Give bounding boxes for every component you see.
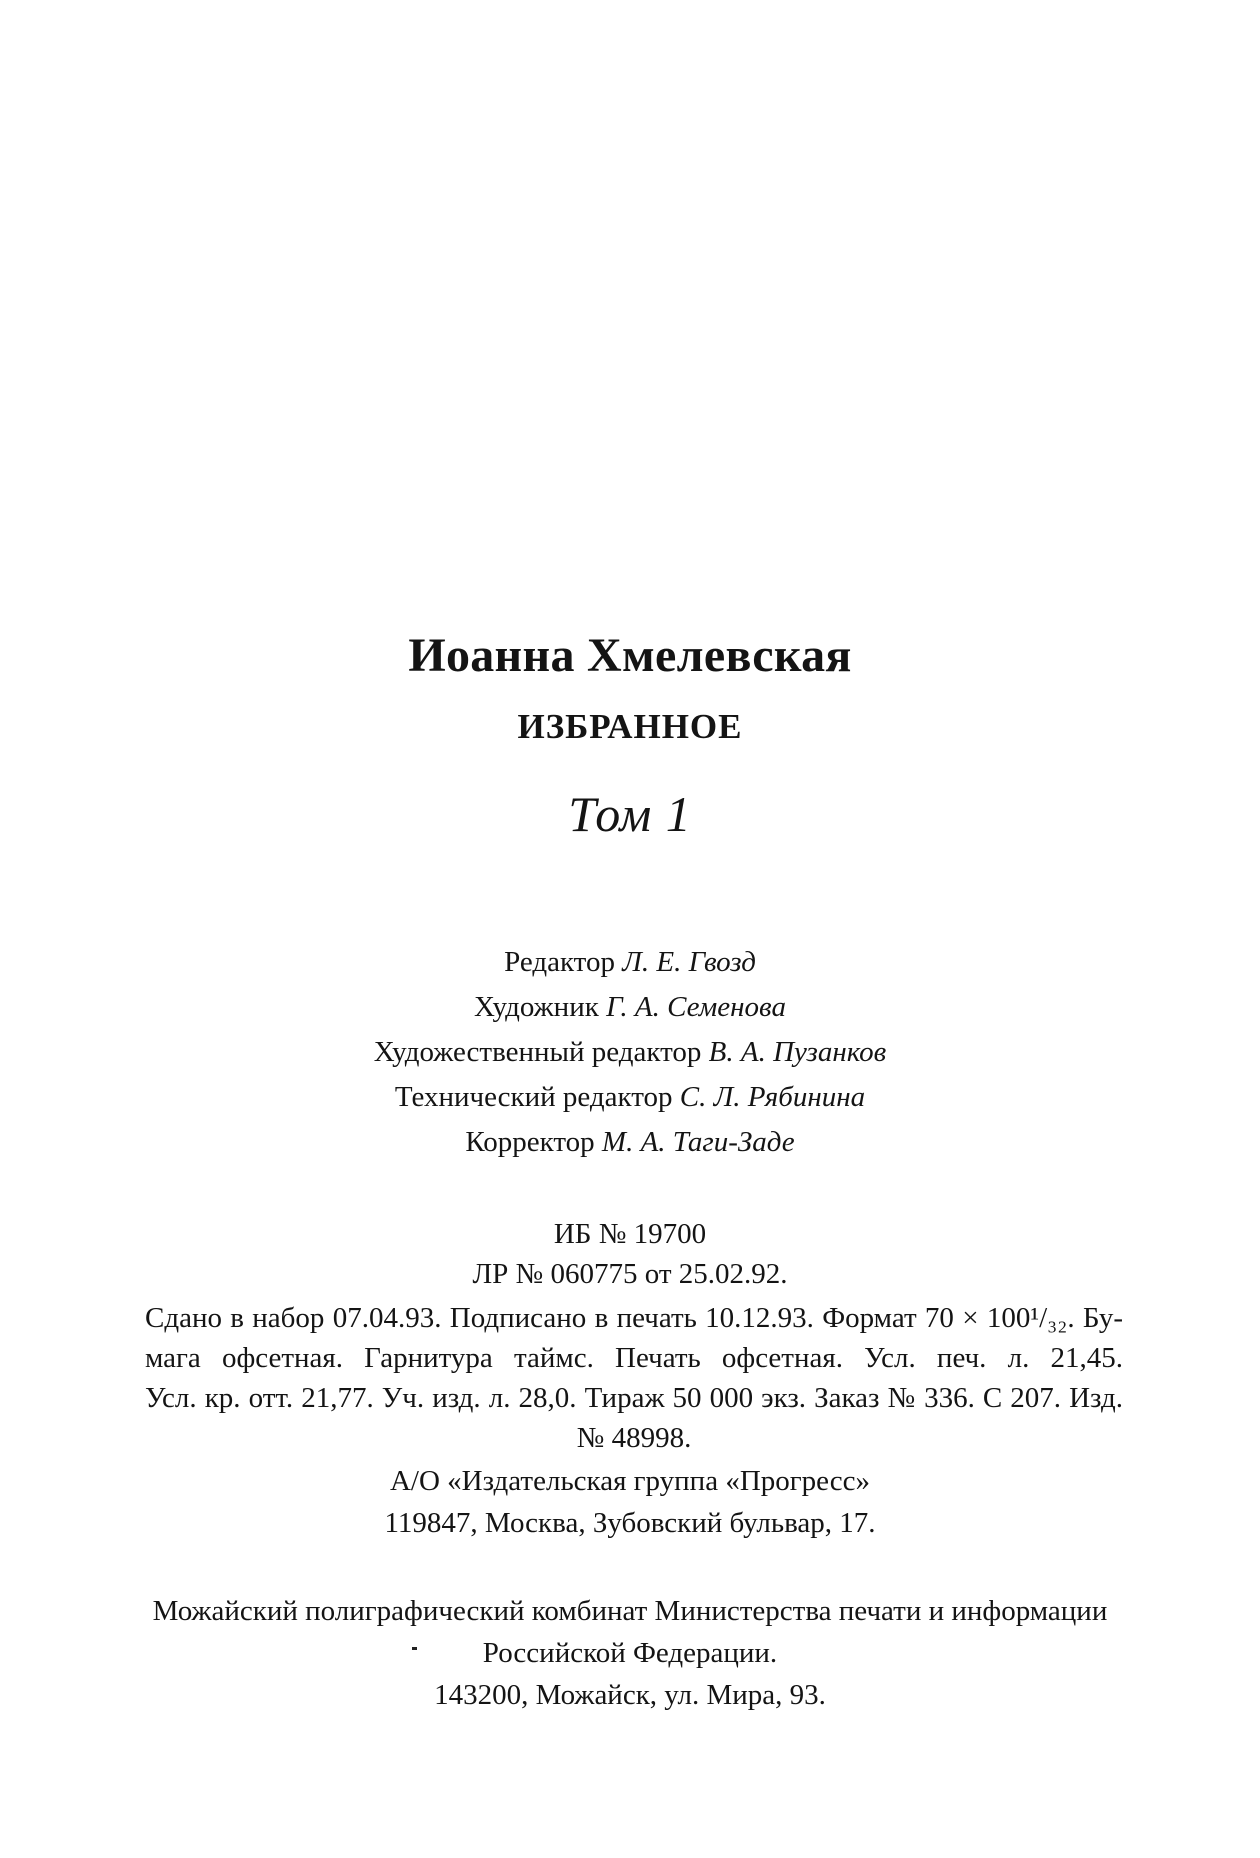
specs-line-4: № 48998. <box>576 1422 692 1454</box>
printer-block <box>0 1590 1260 1716</box>
publisher-address: 119847, Москва, Зубовский бульвар, 17. <box>384 1507 876 1539</box>
printer-address: 143200, Можайск, ул. Мира, 93. <box>434 1679 826 1711</box>
specs-line-1: Сдано в набор 07.04.93. Подписано в печать 10.12.93. Формат 70 × 100¹/₃₂. Бу- <box>145 1302 1123 1334</box>
print-speck <box>412 1647 417 1650</box>
credit-tech-editor <box>0 1075 1260 1120</box>
credit-proofreader <box>0 1120 1260 1165</box>
printer-name-cont: Российской Федерации. <box>482 1637 778 1669</box>
lr-number: ЛР № 060775 от 25.02.92. <box>472 1258 788 1290</box>
specs-line-3: Усл. кр. отт. 21,77. Уч. изд. л. 28,0. Тираж 50 000 экз. Заказ № 336. С 207. Изд. <box>145 1382 1123 1414</box>
credit-editor <box>0 940 1260 985</box>
credit-person: Г. А. Семенова <box>606 991 786 1023</box>
collection-title: ИЗБРАННОЕ <box>517 707 743 746</box>
printer-name: Можайский полиграфический комбинат Министерства печати и информации <box>152 1595 1108 1627</box>
credit-role: Художник <box>474 991 599 1023</box>
ib-number: ИБ № 19700 <box>553 1218 707 1250</box>
credit-person: С. Л. Рябинина <box>679 1081 866 1113</box>
credit-person: М. А. Таги-Заде <box>601 1126 795 1158</box>
credit-role: Технический редактор <box>394 1081 673 1113</box>
credit-person: Л. Е. Гвозд <box>622 946 756 978</box>
specs-line-2: мага офсетная. Гарнитура таймс. Печать офсетная. Усл. печ. л. 21,45. <box>145 1342 1123 1374</box>
credit-role: Художественный редактор <box>373 1036 702 1068</box>
volume-label: Том 1 <box>568 786 692 842</box>
credit-role: Редактор <box>504 946 615 978</box>
publisher-name: А/О «Издательская группа «Прогресс» <box>389 1465 870 1497</box>
credit-person: В. А. Пузанков <box>708 1036 887 1068</box>
credit-role: Корректор <box>465 1126 595 1158</box>
credit-artist <box>0 985 1260 1030</box>
publisher-block <box>0 1460 1260 1544</box>
author-name: Иоанна Хмелевская <box>408 629 852 682</box>
print-specs <box>145 1298 1123 1458</box>
credits-list <box>0 940 1260 1165</box>
credit-art-editor <box>0 1030 1260 1075</box>
